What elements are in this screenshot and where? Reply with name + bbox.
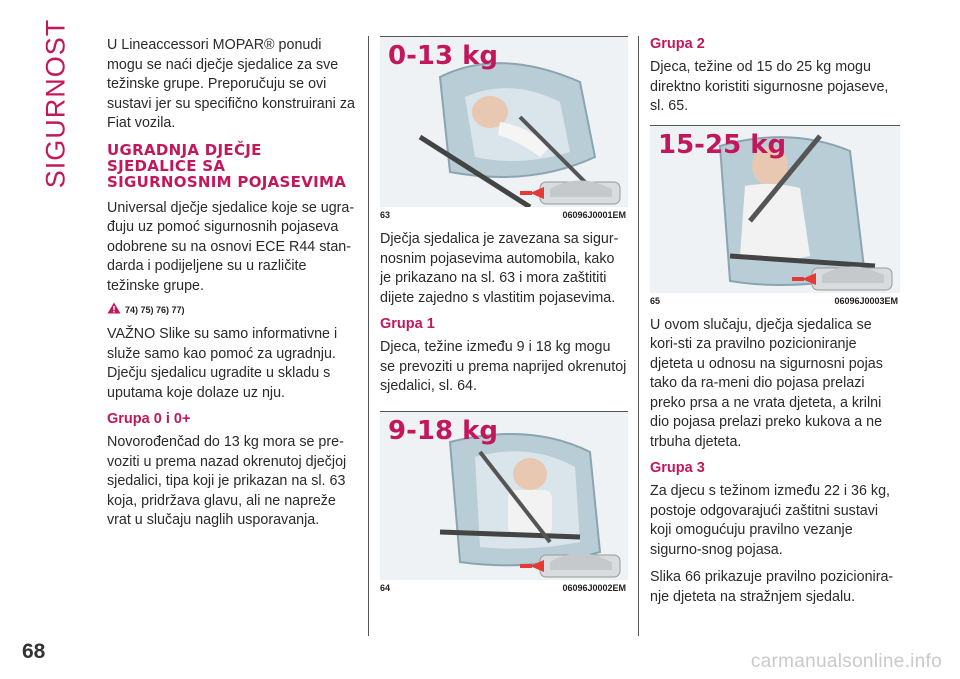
warning-triangle-icon — [107, 302, 121, 314]
group-0-paragraph: Novorođenčad do 13 kg mora se pre-voziti u prema nazad okrenutoj dječjoj sjedalici, tipa koji je prikazan na sl. 63 koja, pridržava glavu, ali ne napreže vrat u slučaju naglih usporavanja. — [107, 434, 347, 528]
column-divider — [368, 36, 369, 636]
section-title-text: SIGURNOST — [40, 18, 71, 188]
column-middle — [380, 36, 628, 603]
group-3-paragraph: Za djecu s težinom između 22 i 36 kg, postoje odgovarajući zaštitni sustavi koji omogućuju pravilno vezanje sigurno-snog pojasa. — [650, 483, 890, 558]
warning-reference-numbers: 74) 75) 76) 77) — [125, 305, 185, 315]
weight-range-label: 0-13 kg — [388, 41, 499, 71]
figure-65 — [650, 125, 900, 306]
column-divider — [638, 36, 639, 636]
figure-64-caption — [380, 583, 628, 593]
figure-code: 06096J0002EM — [562, 582, 626, 593]
warning-references — [107, 302, 355, 315]
section-side-title — [34, 18, 78, 188]
figure-65-image — [650, 126, 900, 293]
figure-63-caption — [380, 210, 628, 220]
important-note-paragraph: VAŽNO Slike su samo informativne i služe samo kao pomoć za ugradnju. Dječju sjedalicu ugradite u skladu s uputama koje dolaze uz nju. — [107, 326, 338, 401]
weight-range-label: 15-25 kg — [658, 129, 787, 160]
seat-fastening-paragraph: Dječja sjedalica je zavezana sa sigur-nosnim pojasevima automobila, kako je prikazano na sl. 63 i mora zaštititi dijete zajedno s vlastitim pojasevima. — [380, 231, 619, 306]
group-1-paragraph: Djeca, težine između 9 i 18 kg mogu se prevoziti u prema naprijed okrenutoj sjedalici, sl. 64. — [380, 339, 627, 394]
figure-code: 06096J0003EM — [834, 295, 898, 306]
figure-63 — [380, 36, 628, 220]
figure-63-image — [380, 37, 628, 207]
column-right — [650, 36, 900, 615]
group-3-title: Grupa 3 — [650, 460, 705, 476]
page-number: 68 — [22, 640, 46, 663]
belt-positioning-paragraph: U ovom slučaju, dječja sjedalica se kori-sti za pravilno pozicioniranje djeteta u odnosu na sigurnosni pojas tako da ra-meni dio pojasa prelazi preko prsa a ne vrata djeteta, a krilni dio pojasa prelazi preko kukova a ne trbuha djeteta. — [650, 316, 883, 450]
column-left — [107, 36, 355, 539]
figure-number: 63 — [380, 210, 391, 220]
figure-number: 64 — [380, 582, 391, 593]
figure-65-caption — [650, 296, 900, 306]
group-2-title: Grupa 2 — [650, 36, 705, 52]
figure-code: 06096J0001EM — [562, 210, 626, 220]
intro-paragraph: U Lineaccessori MOPAR® ponudi mogu se naći dječje sjedalice za sve težinske grupe. Preporučuju se ovi sustavi jer su specifično konstruirani za Fiat vozila. — [107, 37, 355, 131]
weight-range-label: 9-18 kg — [388, 415, 499, 446]
rear-seat-paragraph: Slika 66 prikazuje pravilno pozicionira-nje djeteta na stražnjem sjedalu. — [650, 569, 894, 605]
figure-64-image — [380, 412, 628, 580]
group-1-title: Grupa 1 — [380, 316, 435, 332]
section-heading: UGRADNJA DJEČJE SJEDALICE SA SIGURNOSNIM POJASEVIMA — [107, 140, 347, 191]
universal-seats-paragraph: Universal dječje sjedalice koje se ugra-đuju uz pomoć sigurnosnih pojaseva odobrene su na osnovi ECE R44 stan-darda i podijeljene su u različite težinske grupe. — [107, 199, 355, 294]
figure-number: 65 — [650, 295, 661, 306]
group-0-title: Grupa 0 i 0+ — [107, 411, 191, 427]
watermark: carmanualsonline.info — [750, 651, 942, 672]
group-2-paragraph: Djeca, težine od 15 do 25 kg mogu direktno koristiti sigurnosne pojaseve, sl. 65. — [650, 59, 889, 114]
figure-64 — [380, 411, 628, 593]
